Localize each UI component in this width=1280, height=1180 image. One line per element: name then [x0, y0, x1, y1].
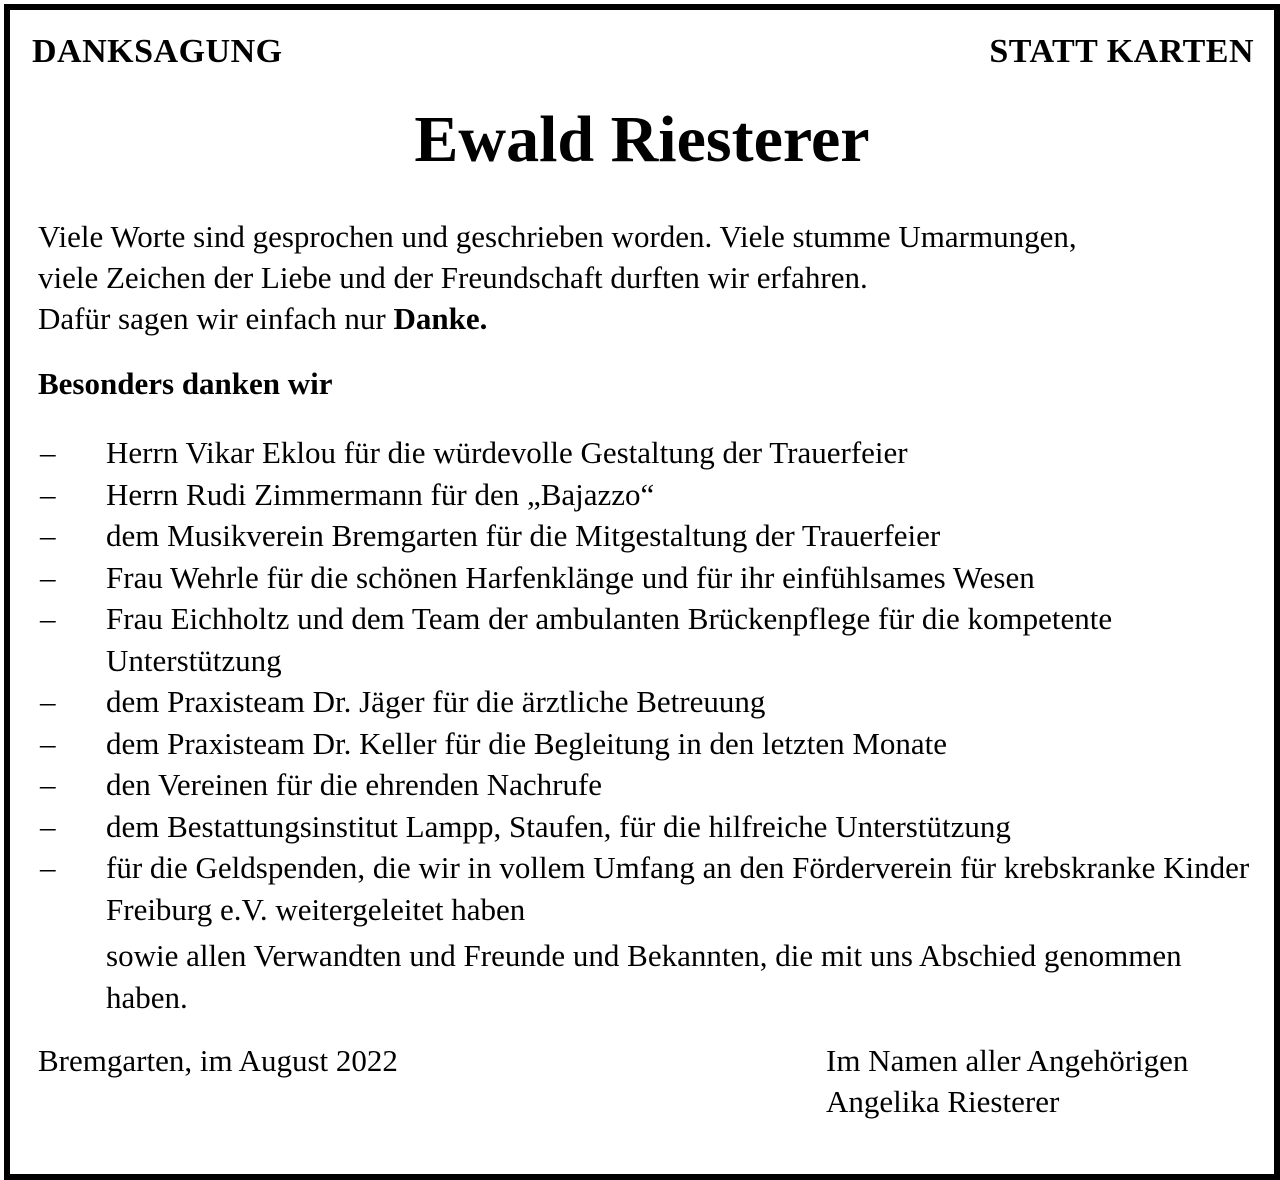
closing-text: sowie allen Verwandten und Freunde und Bekannten, die mit uns Abschied genommen haben. — [106, 938, 1182, 1015]
list-item-text: dem Bestattungsinstitut Lampp, Staufen, für die hilfreiche Unterstützung — [106, 808, 1011, 844]
list-item — [38, 806, 1268, 848]
header-danksagung: DANKSAGUNG — [32, 33, 283, 70]
list-item — [38, 432, 1268, 474]
bullet-dash: – — [40, 435, 56, 470]
intro-danke: Danke. — [393, 301, 488, 336]
list-item — [38, 557, 1268, 599]
list-item — [38, 598, 1268, 681]
bullet-dash: – — [40, 767, 56, 802]
list-item-text: Herrn Vikar Eklou für die würdevolle Gestaltung der Trauerfeier — [106, 435, 908, 470]
list-item — [38, 681, 1268, 723]
bullet-dash: – — [40, 518, 56, 553]
list-item-text: für die Geldspenden, die wir in vollem Umfang an den Förderverein für krebskranke Kinder Freiburg e.V. weitergeleitet haben — [106, 850, 1250, 927]
place-date: Bremgarten, im August 2022 — [38, 1043, 398, 1078]
bullet-dash: – — [40, 476, 56, 512]
list-item-text: den Vereinen für die ehrenden Nachrufe — [106, 767, 603, 802]
list-item — [38, 723, 1268, 765]
list-item-text: Frau Eichholtz und dem Team der ambulanten Brückenpflege für die kompetente Unterstützung — [106, 601, 1113, 678]
signature-block — [826, 1040, 1188, 1122]
intro-line-3-prefix: Dafür sagen wir einfach nur — [38, 301, 394, 336]
bullet-dash: – — [40, 808, 56, 844]
header-statt-karten: STATT KARTEN — [989, 33, 1254, 70]
list-item-text: dem Musikverein Bremgarten für die Mitgestaltung der Trauerfeier — [106, 518, 941, 553]
section-title: Besonders danken wir — [38, 366, 333, 401]
bullet-dash: – — [40, 559, 56, 595]
deceased-name: Ewald Riesterer — [414, 103, 870, 176]
thanks-list — [38, 432, 1268, 930]
intro-line-1: Viele Worte sind gesprochen und geschrieben worden. Viele stumme Umarmungen, — [38, 219, 1077, 254]
bullet-dash: – — [40, 850, 56, 885]
bullet-dash: – — [40, 684, 56, 719]
bullet-dash: – — [40, 601, 56, 636]
list-item-text: dem Praxisteam Dr. Keller für die Begleitung in den letzten Monate — [106, 725, 948, 761]
list-item — [38, 847, 1268, 930]
intro-line-3 — [38, 298, 1258, 339]
bullet-dash: – — [40, 725, 56, 761]
list-item-text: Herrn Rudi Zimmermann für den „Bajazzo“ — [106, 476, 655, 512]
list-item — [38, 764, 1268, 806]
intro-text — [38, 216, 1258, 339]
intro-line-2: viele Zeichen der Liebe und der Freundschaft durften wir erfahren. — [38, 260, 868, 295]
notice-frame — [4, 4, 1280, 1180]
list-item — [38, 515, 1268, 557]
list-item — [38, 474, 1268, 516]
list-item-text: Frau Wehrle für die schönen Harfenklänge und für ihr einfühlsames Wesen — [106, 559, 1035, 595]
signature-line-1: Im Namen aller Angehörigen — [826, 1043, 1189, 1078]
signature-line-2: Angelika Riesterer — [826, 1084, 1060, 1119]
list-item-text: dem Praxisteam Dr. Jäger für die ärztliche Betreuung — [106, 684, 766, 719]
